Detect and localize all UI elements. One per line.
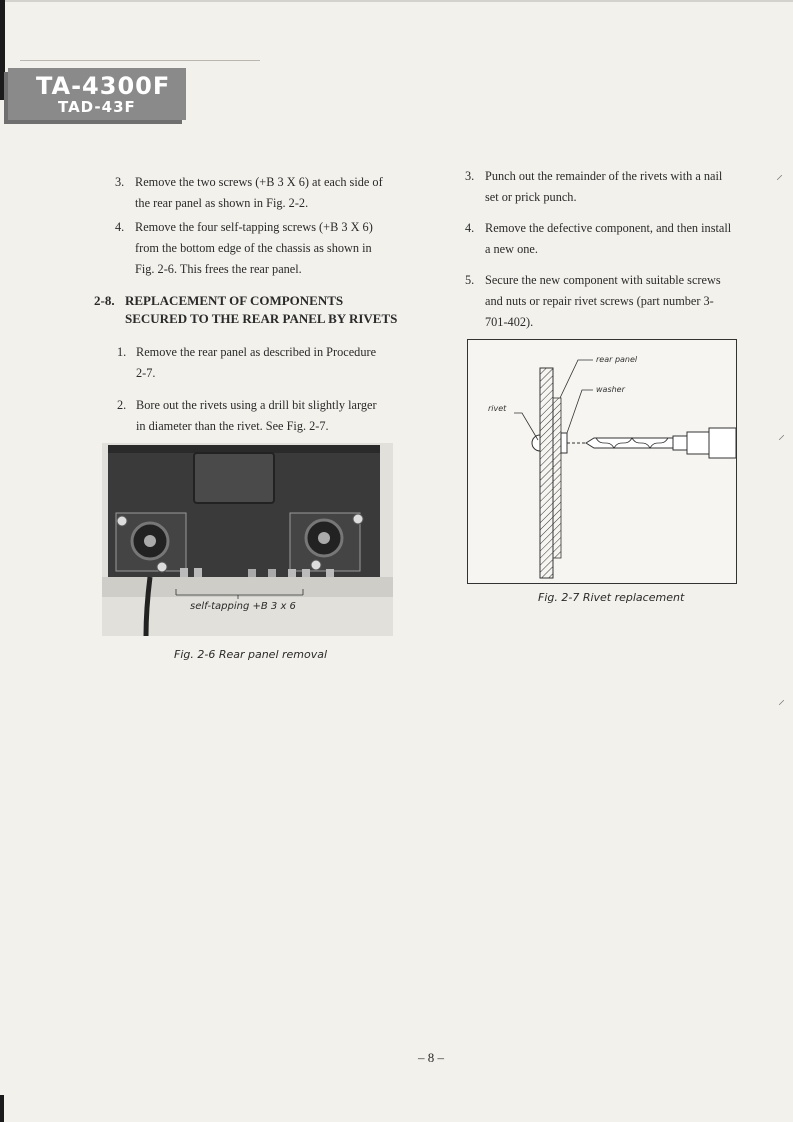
step-number: 5. bbox=[465, 273, 475, 287]
step-text: Remove the defective component, and then install a new one. bbox=[485, 221, 732, 256]
right-step-5 bbox=[465, 270, 735, 333]
binding-edge-bottom bbox=[0, 1095, 4, 1122]
right-step-4 bbox=[465, 218, 735, 260]
left-section-step-2 bbox=[117, 395, 383, 437]
section-title: REPLACEMENT OF COMPONENTS SECURED TO THE REAR PANEL BY RIVETS bbox=[125, 293, 398, 326]
rear-panel-label: rear panel bbox=[596, 355, 638, 364]
section-number: 2-8. bbox=[94, 293, 115, 308]
step-number: 4. bbox=[465, 221, 475, 235]
rivet-replacement-drawing bbox=[468, 340, 736, 583]
step-number: 4. bbox=[115, 220, 125, 234]
left-step-3 bbox=[115, 172, 383, 214]
washer-label: washer bbox=[596, 385, 625, 394]
margin-mark: ⸝ bbox=[776, 167, 783, 183]
top-edge-line bbox=[0, 0, 793, 2]
model-main-title: TA-4300F bbox=[36, 72, 171, 100]
step-number: 2. bbox=[117, 398, 127, 412]
model-header bbox=[8, 68, 186, 120]
left-step-4 bbox=[115, 217, 383, 280]
rivet-diagram bbox=[467, 339, 737, 584]
fig-2-6-label: self-tapping +B 3 x 6 bbox=[190, 601, 296, 612]
step-number: 1. bbox=[117, 345, 127, 359]
step-text: Remove the two screws (+B 3 X 6) at each side of the rear panel as shown in Fig. 2-2. bbox=[135, 175, 383, 210]
section-heading bbox=[94, 292, 404, 328]
right-step-3 bbox=[465, 166, 735, 208]
left-section-step-1 bbox=[117, 342, 383, 384]
binding-edge-top bbox=[0, 0, 5, 100]
rivet-label: rivet bbox=[488, 404, 507, 413]
step-number: 3. bbox=[115, 175, 125, 189]
rear-panel-photo bbox=[102, 443, 393, 636]
step-text: Bore out the rivets using a drill bit slightly larger in diameter than the rivet. See Fig. 2-7. bbox=[136, 398, 377, 433]
margin-mark: ⸝ bbox=[778, 692, 785, 708]
step-number: 3. bbox=[465, 169, 475, 183]
model-sub-title: TAD-43F bbox=[58, 98, 136, 116]
margin-mark: ⸝ bbox=[778, 427, 785, 443]
step-text: Remove the four self-tapping screws (+B 3 X 6) from the bottom edge of the chassis as shown in Fig. 2-6. This frees the rear panel. bbox=[135, 220, 373, 276]
header-rule bbox=[20, 60, 260, 61]
fig-2-6-caption: Fig. 2-6 Rear panel removal bbox=[174, 648, 328, 661]
step-text: Punch out the remainder of the rivets with a nail set or prick punch. bbox=[485, 169, 723, 204]
page-number: – 8 – bbox=[418, 1050, 444, 1065]
step-text: Remove the rear panel as described in Procedure 2-7. bbox=[136, 345, 377, 380]
fig-2-7-caption: Fig. 2-7 Rivet replacement bbox=[538, 591, 685, 604]
step-text: Secure the new component with suitable screws and nuts or repair rivet screws (part number 3-701-402). bbox=[485, 273, 721, 329]
